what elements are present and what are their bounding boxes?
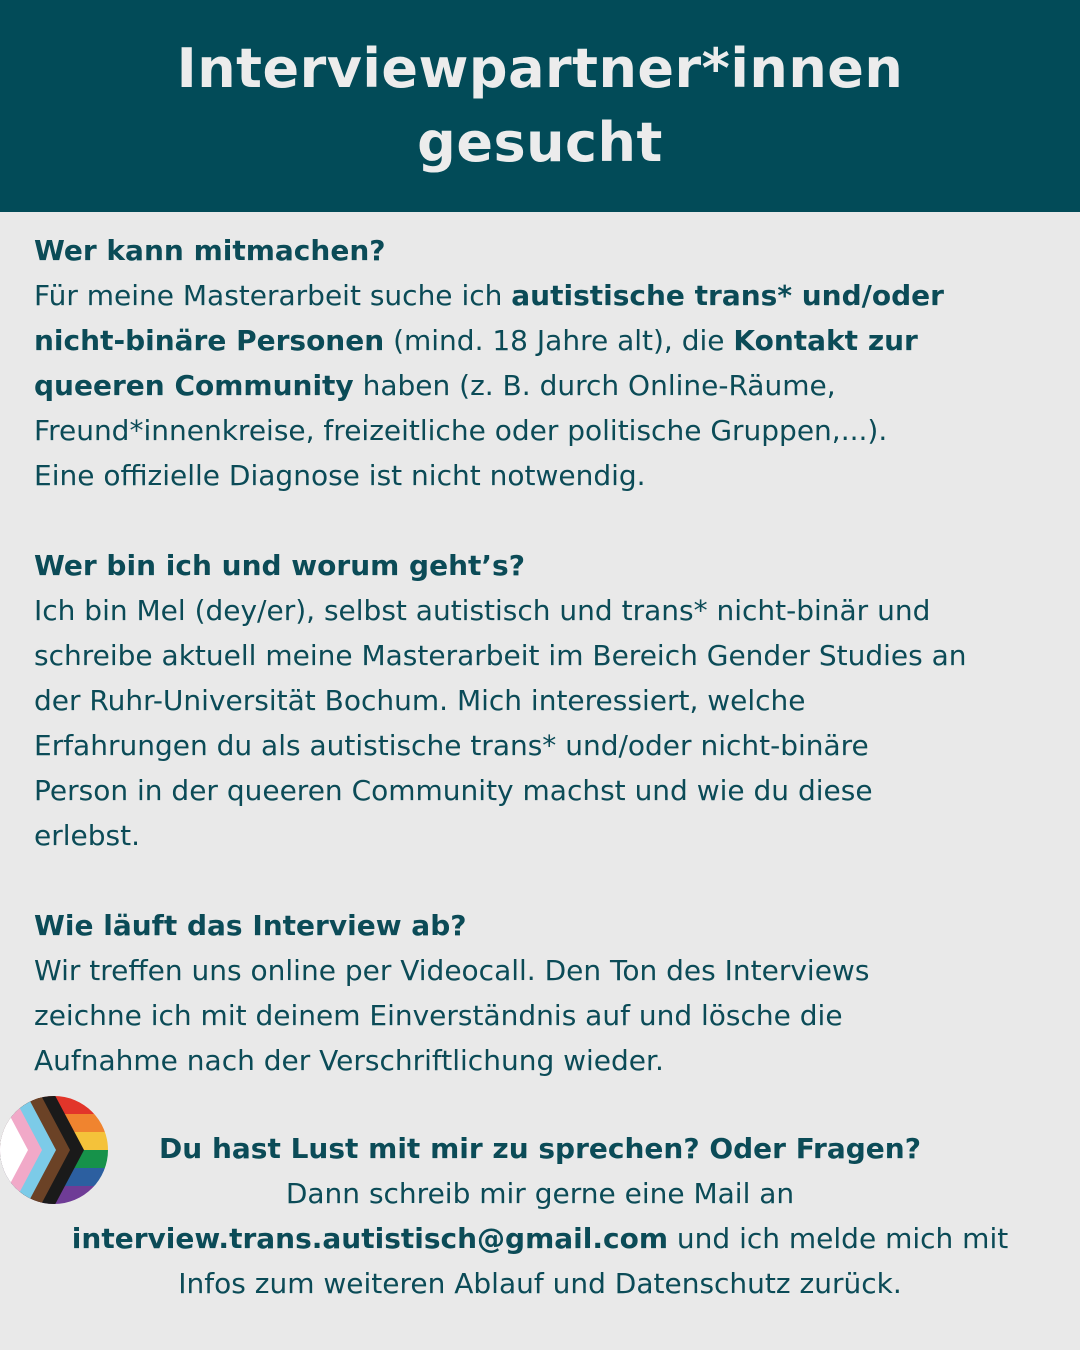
paragraph-line: zeichne ich mit deinem Einverständnis auf und lösche die: [34, 999, 843, 1032]
spacer: [34, 858, 1046, 903]
paragraph-line: erlebst.: [34, 819, 140, 852]
text-span: Für meine Masterarbeit suche ich: [34, 279, 512, 312]
paragraph-line: [34, 273, 1046, 318]
paragraph-line: Person in der queeren Community machst und wie du diese: [34, 774, 873, 807]
email-link[interactable]: interview.trans.autistisch@gmail.com: [71, 1222, 668, 1255]
page-title-line-1: Interviewpartner*innen: [176, 37, 904, 100]
bold-text-span: queeren Community: [34, 369, 354, 402]
bold-text-span: nicht-binäre Personen: [34, 324, 385, 357]
paragraph-line: schreibe aktuell meine Masterarbeit im Bereich Gender Studies an: [34, 639, 967, 672]
bold-text-span: autistische trans* und/oder: [511, 279, 944, 312]
cta-line: Infos zum weiteren Ablauf und Datenschutz zurück.: [178, 1267, 902, 1300]
bold-text-span: Kontakt zur: [733, 324, 918, 357]
paragraph-line: Eine offizielle Diagnose ist nicht notwendig.: [34, 459, 646, 492]
paragraph-line: Freund*innenkreise, freizeitliche oder politische Gruppen,...).: [34, 414, 888, 447]
paragraph-line: der Ruhr-Universität Bochum. Mich interessiert, welche: [34, 684, 806, 717]
section-title: Wer bin ich und worum geht’s?: [34, 549, 525, 582]
cta-line: Dann schreib mir gerne eine Mail an: [285, 1177, 795, 1210]
page-title-line-2: gesucht: [417, 111, 663, 174]
section-about-me: [34, 543, 1046, 858]
paragraph-line: Wir treffen uns online per Videocall. Den Ton des Interviews: [34, 954, 870, 987]
main-content: [34, 228, 1046, 1083]
section-title: Wer kann mitmachen?: [34, 234, 386, 267]
section-who-can-participate: [34, 228, 1046, 498]
paragraph-line: [34, 363, 1046, 408]
header-banner: [0, 0, 1080, 212]
call-to-action: [0, 1126, 1080, 1306]
paragraph-line: Ich bin Mel (dey/er), selbst autistisch und trans* nicht-binär und: [34, 594, 931, 627]
cta-line: [0, 1216, 1080, 1261]
text-span: (mind. 18 Jahre alt), die: [384, 324, 734, 357]
text-span: haben (z. B. durch Online-Räume,: [353, 369, 836, 402]
paragraph-line: Erfahrungen du als autistische trans* und/oder nicht-binäre: [34, 729, 869, 762]
section-interview-process: [34, 903, 1046, 1083]
cta-title: Du hast Lust mit mir zu sprechen? Oder Fragen?: [159, 1132, 921, 1165]
spacer: [34, 498, 1046, 543]
paragraph-line: [34, 318, 1046, 363]
paragraph-line: Aufnahme nach der Verschriftlichung wieder.: [34, 1044, 664, 1077]
text-span: und ich melde mich mit: [668, 1222, 1009, 1255]
section-title: Wie läuft das Interview ab?: [34, 909, 467, 942]
